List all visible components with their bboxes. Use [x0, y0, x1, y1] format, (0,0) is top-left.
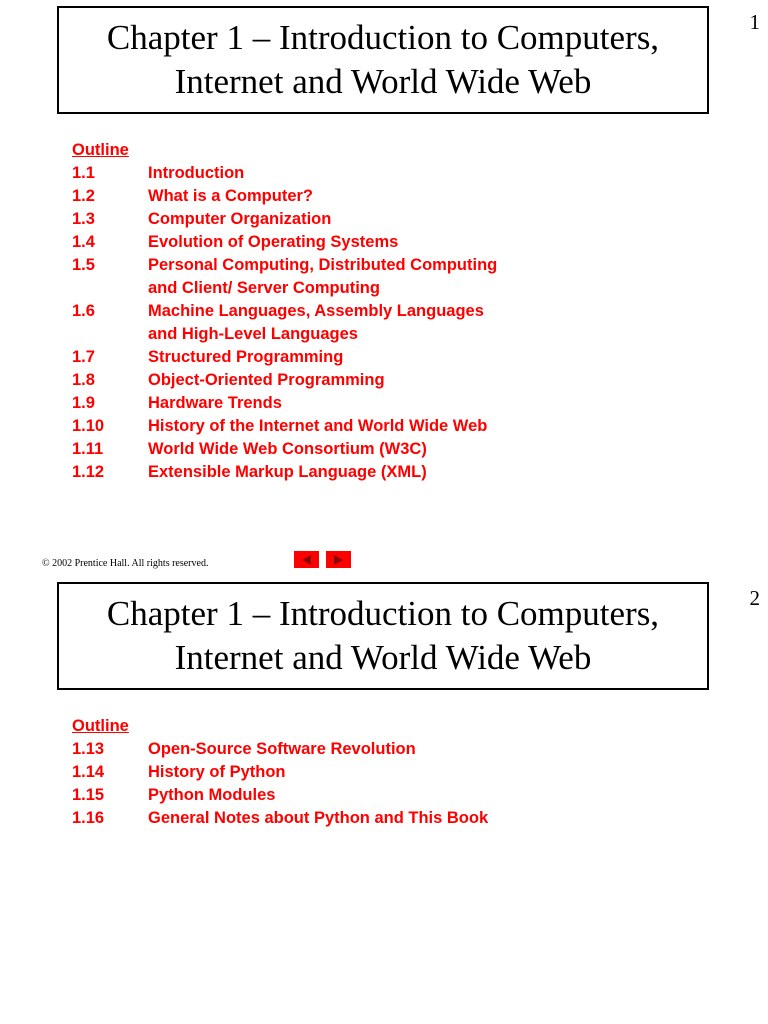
outline-item — [72, 162, 497, 185]
previous-slide-button[interactable] — [294, 551, 319, 568]
title-line-1: Chapter 1 – Introduction to Computers, — [106, 594, 660, 633]
outline-item-number: 1.12 — [72, 463, 105, 481]
outline-item-number: 1.16 — [72, 809, 105, 827]
outline — [72, 715, 488, 830]
outline-item-text: Python Modules — [148, 786, 276, 804]
outline-item — [72, 415, 497, 438]
slide-number: 1 — [749, 10, 760, 34]
outline-item-number: 1.7 — [72, 348, 95, 366]
outline-item-text: Evolution of Operating Systems — [148, 233, 399, 251]
copyright-notice: © 2002 Prentice Hall. All rights reserved. — [42, 558, 209, 569]
next-arrow-icon — [334, 555, 343, 565]
outline-heading: Outline — [72, 141, 129, 159]
outline-item-text: General Notes about Python and This Book — [148, 809, 489, 827]
outline-item-number: 1.3 — [72, 210, 95, 228]
outline-item-text: Extensible Markup Language (XML) — [148, 463, 427, 481]
outline-item-number: 1.10 — [72, 417, 105, 435]
outline-item-number: 1.13 — [72, 740, 105, 758]
outline-item — [72, 185, 497, 208]
outline-heading: Outline — [72, 717, 129, 735]
outline-item-number: 1.4 — [72, 233, 95, 251]
outline-item-text: Machine Languages, Assembly Languages and High-Level Languages — [148, 302, 484, 343]
outline-item-text: Introduction — [148, 164, 245, 182]
outline-item-text: Computer Organization — [148, 210, 332, 228]
outline-item — [72, 738, 488, 761]
outline-item — [72, 761, 488, 784]
outline-item-text: History of Python — [148, 763, 286, 781]
outline-item — [72, 461, 497, 484]
outline-item-number: 1.9 — [72, 394, 95, 412]
outline-item — [72, 392, 497, 415]
outline-item-text: History of the Internet and World Wide Web — [148, 417, 488, 435]
outline-item-text: Structured Programming — [148, 348, 344, 366]
outline-item-number: 1.1 — [72, 164, 95, 182]
outline-item-text: Object-Oriented Programming — [148, 371, 385, 389]
outline — [72, 139, 497, 484]
outline-item-number: 1.15 — [72, 786, 105, 804]
outline-item — [72, 369, 497, 392]
outline-item-text: Hardware Trends — [148, 394, 282, 412]
outline-item — [72, 254, 497, 300]
outline-item — [72, 807, 488, 830]
previous-arrow-icon — [302, 555, 311, 565]
outline-item-number: 1.8 — [72, 371, 95, 389]
slide-title-box — [57, 6, 709, 114]
outline-item-text: Open-Source Software Revolution — [148, 740, 416, 758]
title-line-1: Chapter 1 – Introduction to Computers, — [106, 18, 660, 57]
outline-item — [72, 438, 497, 461]
outline-item-number: 1.6 — [72, 302, 95, 320]
outline-item — [72, 231, 497, 254]
outline-list — [72, 738, 488, 830]
outline-item — [72, 300, 497, 346]
slide-number: 2 — [749, 586, 760, 610]
outline-item-text: Personal Computing, Distributed Computing and Client/ Server Computing — [148, 256, 498, 297]
slide-title-box — [57, 582, 709, 690]
slide-2 — [0, 576, 768, 1024]
title-line-2: Internet and World Wide Web — [174, 62, 592, 101]
outline-item-number: 1.2 — [72, 187, 95, 205]
outline-list — [72, 162, 497, 484]
next-slide-button[interactable] — [326, 551, 351, 568]
outline-item — [72, 346, 497, 369]
outline-item — [72, 784, 488, 807]
outline-item-number: 1.14 — [72, 763, 105, 781]
slide-title — [107, 592, 659, 680]
outline-item-number: 1.11 — [72, 440, 104, 458]
outline-item — [72, 208, 497, 231]
title-line-2: Internet and World Wide Web — [174, 638, 592, 677]
outline-item-number: 1.5 — [72, 256, 95, 274]
outline-item-text: What is a Computer? — [148, 187, 314, 205]
slide-title — [107, 16, 659, 104]
outline-item-text: World Wide Web Consortium (W3C) — [148, 440, 427, 458]
